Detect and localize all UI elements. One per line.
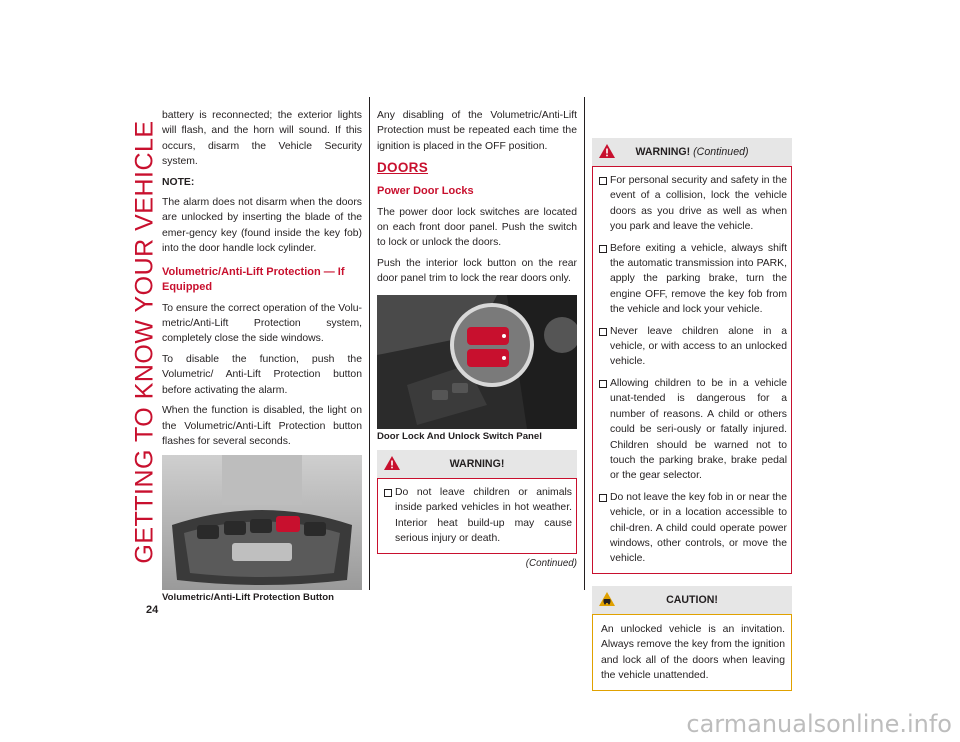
door-lock-panel-photo <box>377 295 577 429</box>
note-label: NOTE: <box>162 176 195 188</box>
caution-title: CAUTION! <box>666 593 718 606</box>
paragraph: battery is reconnected; the exterior lights will flash, and the horn will sound. If this occurs, disarm the Vehicle Security system. <box>162 110 362 168</box>
warning-item: Before exiting a vehicle, always shift the automatic transmission into PARK, apply the parking brake, turn the engine OFF, remove the key fob from the vehicle and lock your vehicle. <box>599 241 787 318</box>
warning-item: Allowing children to be in a vehicle unat-tended is dangerous for a number of reasons. A child or others could be seri-ously or fatally injured. Children should be warned not to touch the parking brake, brake pedal or the gear selector. <box>599 376 787 484</box>
section-heading: Volumetric/Anti-Lift Protection — If Equipped <box>162 265 345 293</box>
warning-body <box>592 166 792 574</box>
paragraph: When the function is disabled, the light on the Volumetric/Anti-Lift Protection button flashes for several seconds. <box>162 405 362 447</box>
section-heading: Power Door Locks <box>377 184 474 197</box>
figure-caption: Door Lock And Unlock Switch Panel <box>377 430 542 442</box>
warning-item: Never leave children alone in a vehicle, or with access to an unlocked vehicle. <box>599 324 787 370</box>
side-section-title: GETTING TO KNOW YOUR VEHICLE <box>130 120 159 564</box>
caution-box <box>592 586 792 692</box>
warning-header <box>592 138 792 166</box>
caution-header <box>592 586 792 614</box>
section-title-doors: DOORS <box>377 160 429 176</box>
paragraph: To disable the function, push the Volumetric/ Anti-Lift Protection button before activating the alarm. <box>162 353 362 396</box>
column-2 <box>377 108 577 571</box>
bullet-box-icon <box>599 494 607 502</box>
column-1 <box>162 108 362 611</box>
continued-label: (Continued) <box>525 557 577 569</box>
bullet-box-icon <box>599 245 607 253</box>
paragraph: The power door lock switches are located on each front door panel. Push the switch to lock or unlock the doors. <box>377 206 577 249</box>
warning-body <box>377 478 577 554</box>
paragraph: Push the interior lock button on the rear door panel trim to lock the rear doors only. <box>377 257 577 285</box>
warning-title: WARNING! (Continued) <box>635 146 749 158</box>
caution-body: An unlocked vehicle is an invitation. Always remove the key from the ignition and lock all of the doors when leaving the vehicle unattended. <box>592 614 792 692</box>
warning-title: WARNING! <box>449 458 505 471</box>
warning-box <box>377 450 577 571</box>
column-3 <box>592 138 792 691</box>
note-text: The alarm does not disarm when the doors are unlocked by inserting the blade of the emer-gency key (found inside the key fob) into the door handle lock cylinder. <box>162 197 362 255</box>
bullet-box-icon <box>384 489 392 497</box>
bullet-box-icon <box>599 380 607 388</box>
figure-caption: Volumetric/Anti-Lift Protection Button <box>162 592 334 604</box>
warning-item: Do not leave children or animals inside parked vehicles in hot weather. Interior heat build-up may cause serious injury or death. <box>384 485 572 547</box>
warning-header <box>377 450 577 478</box>
page-number: 24 <box>146 604 159 616</box>
paragraph: Any disabling of the Volumetric/Anti-Lift Protection must be repeated each time the ignition is placed in the OFF position. <box>377 110 577 152</box>
bullet-box-icon <box>599 177 607 185</box>
paragraph: To ensure the correct operation of the Volu-metric/Anti-Lift Protection system, completely close the side windows. <box>162 302 362 345</box>
warning-box-continued <box>592 138 792 574</box>
column-divider <box>584 97 585 590</box>
volumetric-button-photo <box>162 455 362 590</box>
bullet-box-icon <box>599 328 607 336</box>
watermark: carmanualsonline.info <box>686 710 952 738</box>
column-divider <box>369 97 370 590</box>
warning-item: Do not leave the key fob in or near the vehicle, or in a location accessible to chil-dren. A child could operate power windows, other controls, or move the vehicle. <box>599 490 787 567</box>
warning-item: For personal security and safety in the event of a collision, lock the vehicle doors as you drive as well as when you park and leave the vehicle. <box>599 173 787 235</box>
